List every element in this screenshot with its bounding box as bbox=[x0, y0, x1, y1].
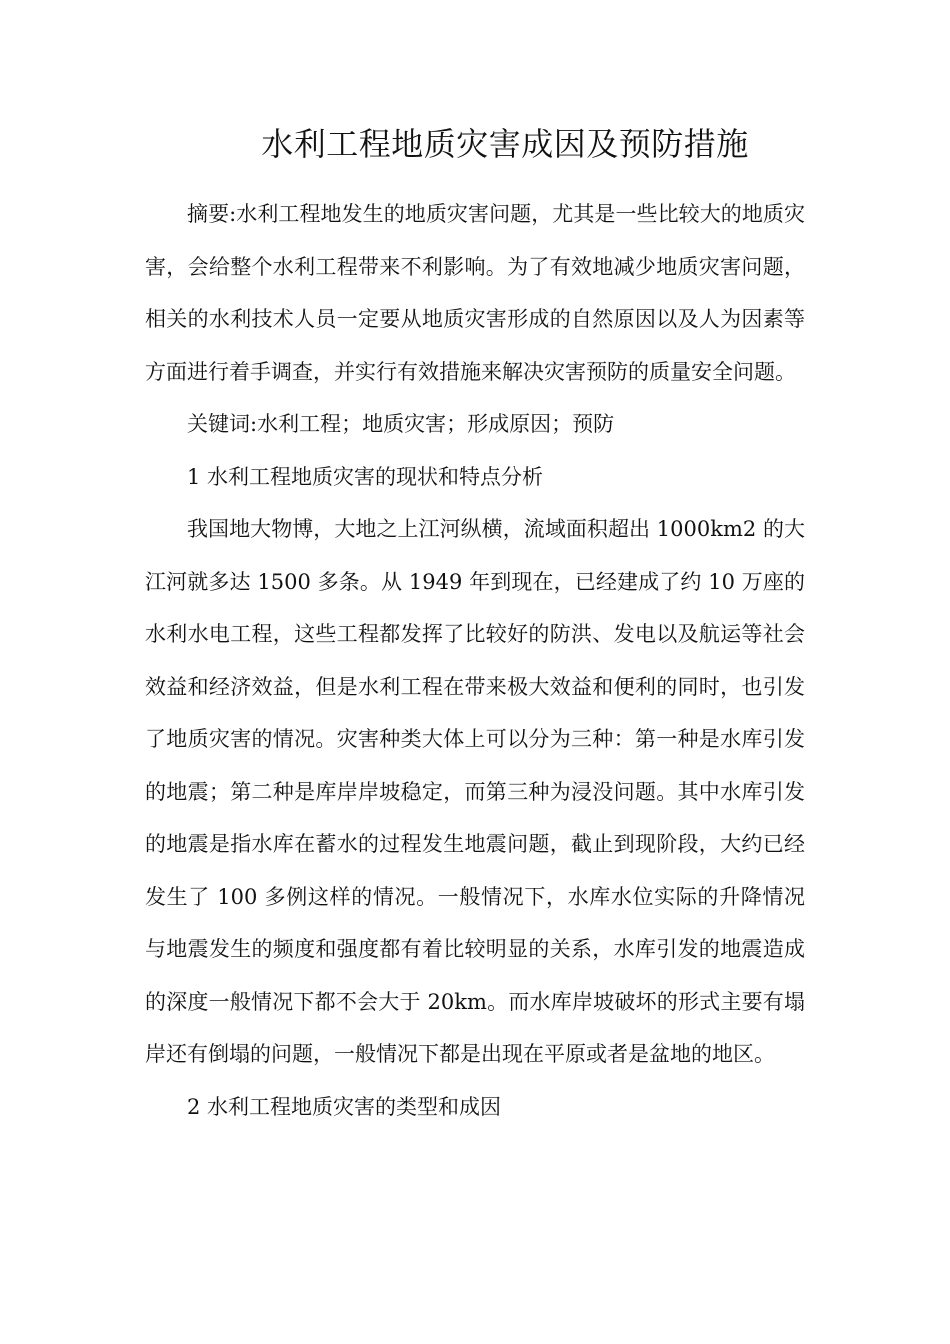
document-title: 水利工程地质灾害成因及预防措施 bbox=[261, 125, 749, 163]
keywords-paragraph: 关键词:水利工程；地质灾害；形成原因；预防 bbox=[187, 412, 615, 436]
section-heading-1: 1 水利工程地质灾害的现状和特点分析 bbox=[187, 464, 544, 489]
abstract-paragraph: 摘要:水利工程地发生的地质灾害问题，尤其是一些比较大的地质灾害，会给整个水利工程带来不利影响。为了有效地减少地质灾害问题，相关的水利技术人员一定要从地质灾害形成的自然原因以及人为因素等方面进行着手调查，并实行有效措施来解决灾害预防的质量安全问题。 bbox=[145, 202, 805, 384]
document-body bbox=[145, 188, 805, 1133]
section-heading-2: 2 水利工程地质灾害的类型和成因 bbox=[187, 1094, 502, 1119]
section-1-paragraph: 我国地大物博，大地之上江河纵横，流域面积超出 1000km2 的大江河就多达 1500 多条。从 1949 年到现在，已经建成了约 10 万座的水利水电工程，这些工程都发挥了比较好的防洪、发电以及航运等社会效益和经济效益，但是水利工程在带来极大效益和便利的同时，也引发了地质灾害的情况。灾害种类大体上可以分为三种：第一种是水库引发的地震；第二种是库岸岸坡稳定，而第三种为浸没问题。其中水库引发的地震是指水库在蓄水的过程发生地震问题，截止到现阶段，大约已经发生了 100 多例这样的情况。一般情况下，水库水位实际的升降情况与地震发生的频度和强度都有着比较明显的关系，水库引发的地震造成的深度一般情况下都不会大于 20km。而水库岸坡破坏的形式主要有塌岸还有倒塌的问题，一般情况下都是出现在平原或者是盆地的地区。 bbox=[145, 517, 805, 1066]
